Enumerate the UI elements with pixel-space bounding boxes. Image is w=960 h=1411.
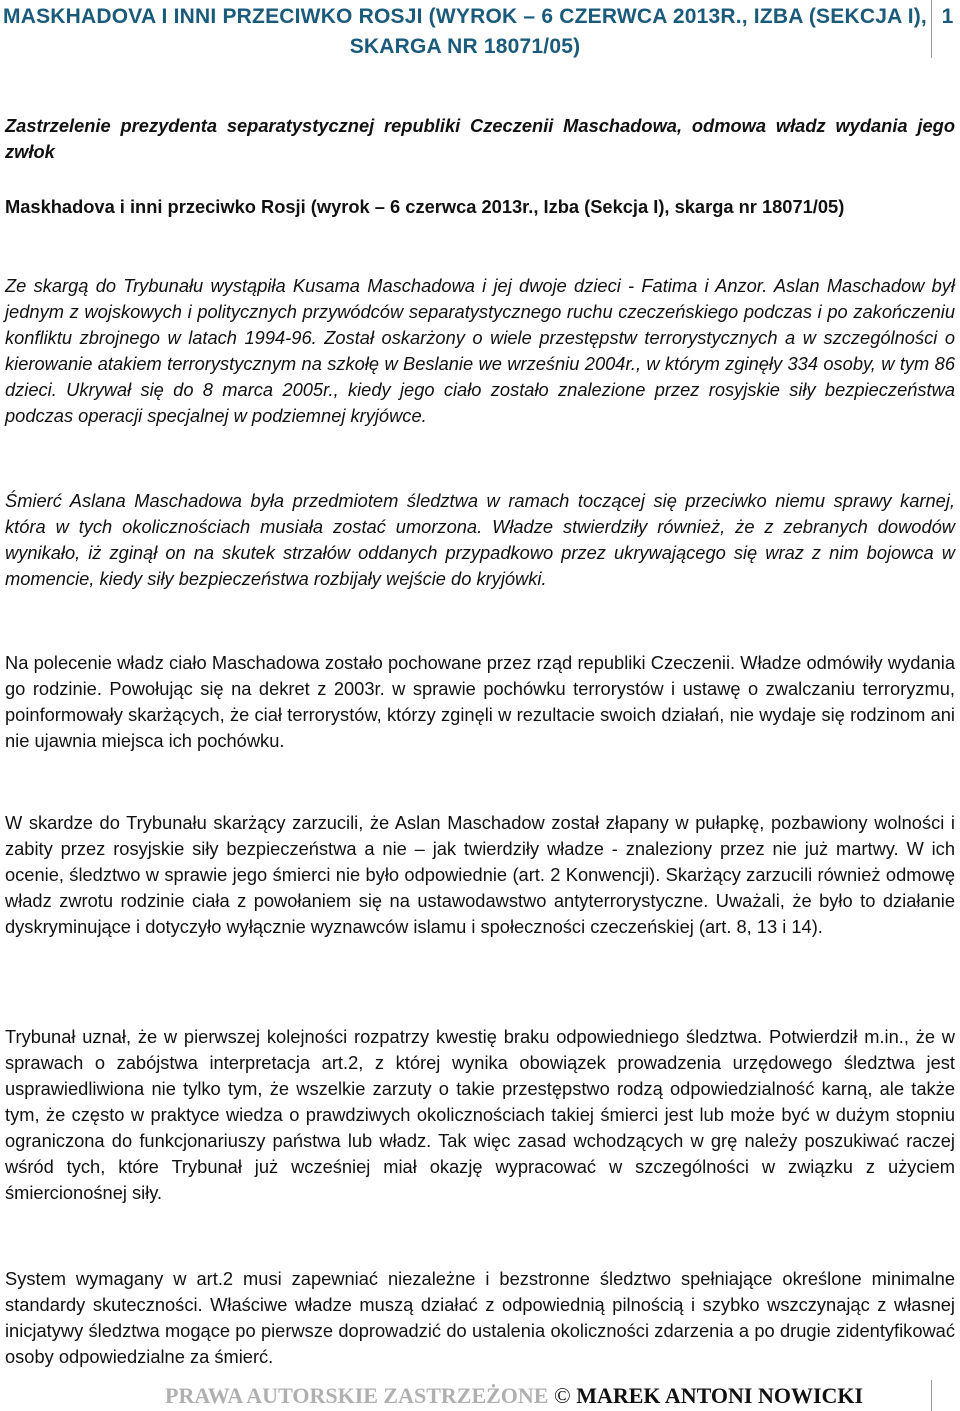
header-title xyxy=(0,2,930,62)
header-divider xyxy=(931,0,932,58)
header-title-line2: SKARGA NR 18071/05) xyxy=(349,35,581,58)
footer-divider xyxy=(931,1380,932,1411)
paragraph-3: Na polecenie władz ciało Maschadowa zostało pochowane przez rząd republiki Czeczenii. Władze odmówiły wydania go rodzinie. Powołując się na dekret z 2003r. w sprawie pochówku terrorystów i ustawę o zwalczaniu terroryzmu, poinformowały skarżących, że ciał terrorystów, którzy zginęli w rezultacie swoich działań, nie wydaje się rodzinom ani nie ujawnia miejsca ich pochówku. xyxy=(5,652,955,751)
paragraph-5: Trybunał uznał, że w pierwszej kolejności rozpatrzy kwestię braku odpowiedniego śledztwa. Potwierdził m.in., że w sprawach o zabójstwa interpretacja art.2, z której wynika obowiązek prowadzenia urzędowego śledztwa jest usprawiedliwiona nie tylko tym, że wszelkie zarzuty o takie przestępstwo rodzą odpowiedzialność karną, ale także tym, że często w praktyce wiedza o prawdziwych okolicznościach takiej śmierci jest lub może być w dużym stopniu ograniczona do funkcjonariuszy państwa lub władz. Tak więc zasad wchodzących w grę należy poszukiwać raczej wśród tych, które Trybunał już wcześniej miał okazję wypracować w szczególności w związku z użyciem śmiercionośnej siły. xyxy=(5,1026,955,1203)
paragraph-1: Ze skargą do Trybunału wystąpiła Kusama Maschadowa i jej dwoje dzieci - Fatima i Anzor. Aslan Maschadow był jednym z wojskowych i politycznych przywódców separatystycznego ruchu czeczeńskiego podczas i po zakończeniu konfliktu zbrojnego w latach 1994-96. Został oskarżony o wiele przestępstw terrorystycznych a w szczególności o kierowanie atakiem terrorystycznym na szkołę w Beslanie we wrześniu 2004r., w którym zginęły 334 osoby, w tym 86 dzieci. Ukrywał się do 8 marca 2005r., kiedy jego ciało zostało znalezione przez rosyjskie siły bezpieczeństwa podczas operacji specjalnej w podziemnej kryjówce. xyxy=(5,275,955,426)
paragraph-3-block xyxy=(5,650,955,754)
copyright-icon: © xyxy=(554,1383,571,1408)
copyright-notice xyxy=(165,1382,863,1410)
paragraph-2: Śmierć Aslana Maschadowa była przedmiotem śledztwa w ramach toczącej się przeciwko niemu sprawy karnej, która w tych okolicznościach musiała zostać umorzona. Władze stwierdziły również, że z zebranych dowodów wynikało, iż zginął on na skutek strzałów oddanych przypadkowo przez ukrywającego się wraz z nim bojowca w momencie, kiedy siły bezpieczeństwa rozbijały wejście do kryjówki. xyxy=(5,490,955,589)
paragraph-1-block xyxy=(5,273,955,429)
copyright-label: PRAWA AUTORSKIE ZASTRZEŻONE xyxy=(165,1383,549,1408)
copyright-author: MAREK ANTONI NOWICKI xyxy=(576,1383,864,1408)
document-title: Zastrzelenie prezydenta separatystycznej republiki Czeczenii Maschadowa, odmowa władz wydania jego zwłok xyxy=(5,115,955,162)
paragraph-6-block xyxy=(5,1266,955,1370)
case-reference-block xyxy=(5,194,955,220)
paragraph-6: System wymagany w art.2 musi zapewniać niezależne i bezstronne śledztwo spełniające określone minimalne standardy skuteczności. Właściwe władze muszą działać z odpowiednią pilnością i szybko wszczynając z własnej inicjatywy śledztwa mogące po pierwsze doprowadzić do ustalenia okoliczności zdarzenia a po drugie zidentyfikować osoby odpowiedzialne za śmierć. xyxy=(5,1268,955,1367)
page-footer xyxy=(0,1380,960,1411)
case-reference: Maskhadova i inni przeciwko Rosji (wyrok – 6 czerwca 2013r., Izba (Sekcja I), skarga nr 18071/05) xyxy=(5,196,845,217)
paragraph-4-block xyxy=(5,810,955,940)
paragraph-2-block xyxy=(5,488,955,592)
paragraph-5-block xyxy=(5,1024,955,1206)
header-title-line1: MASKHADOVA I INNI PRZECIWKO ROSJI (WYROK – 6 CZERWCA 2013R., IZBA (SEKCJA I), xyxy=(3,5,927,28)
paragraph-4: W skardze do Trybunału skarżący zarzucili, że Aslan Maschadow został złapany w pułapkę, pozbawiony wolności i zabity przez rosyjskie siły bezpieczeństwa a nie – jak twierdziły władze - znaleziony przez nie już martwy. W ich ocenie, śledztwo w sprawie jego śmierci nie było odpowiednie (art. 2 Konwencji). Skarżący zarzucili również odmowę władz zwrotu rodzinie ciała z powołaniem się na ustawodawstwo antyterrorystyczne. Uważali, że było to działanie dyskryminujące i dotyczyło wyłącznie wyznawców islamu i społeczności czeczeńskiej (art. 8, 13 i 14). xyxy=(5,812,955,937)
page-number: 1 xyxy=(941,5,954,28)
document-title-block xyxy=(5,113,955,165)
page-header xyxy=(0,0,960,62)
